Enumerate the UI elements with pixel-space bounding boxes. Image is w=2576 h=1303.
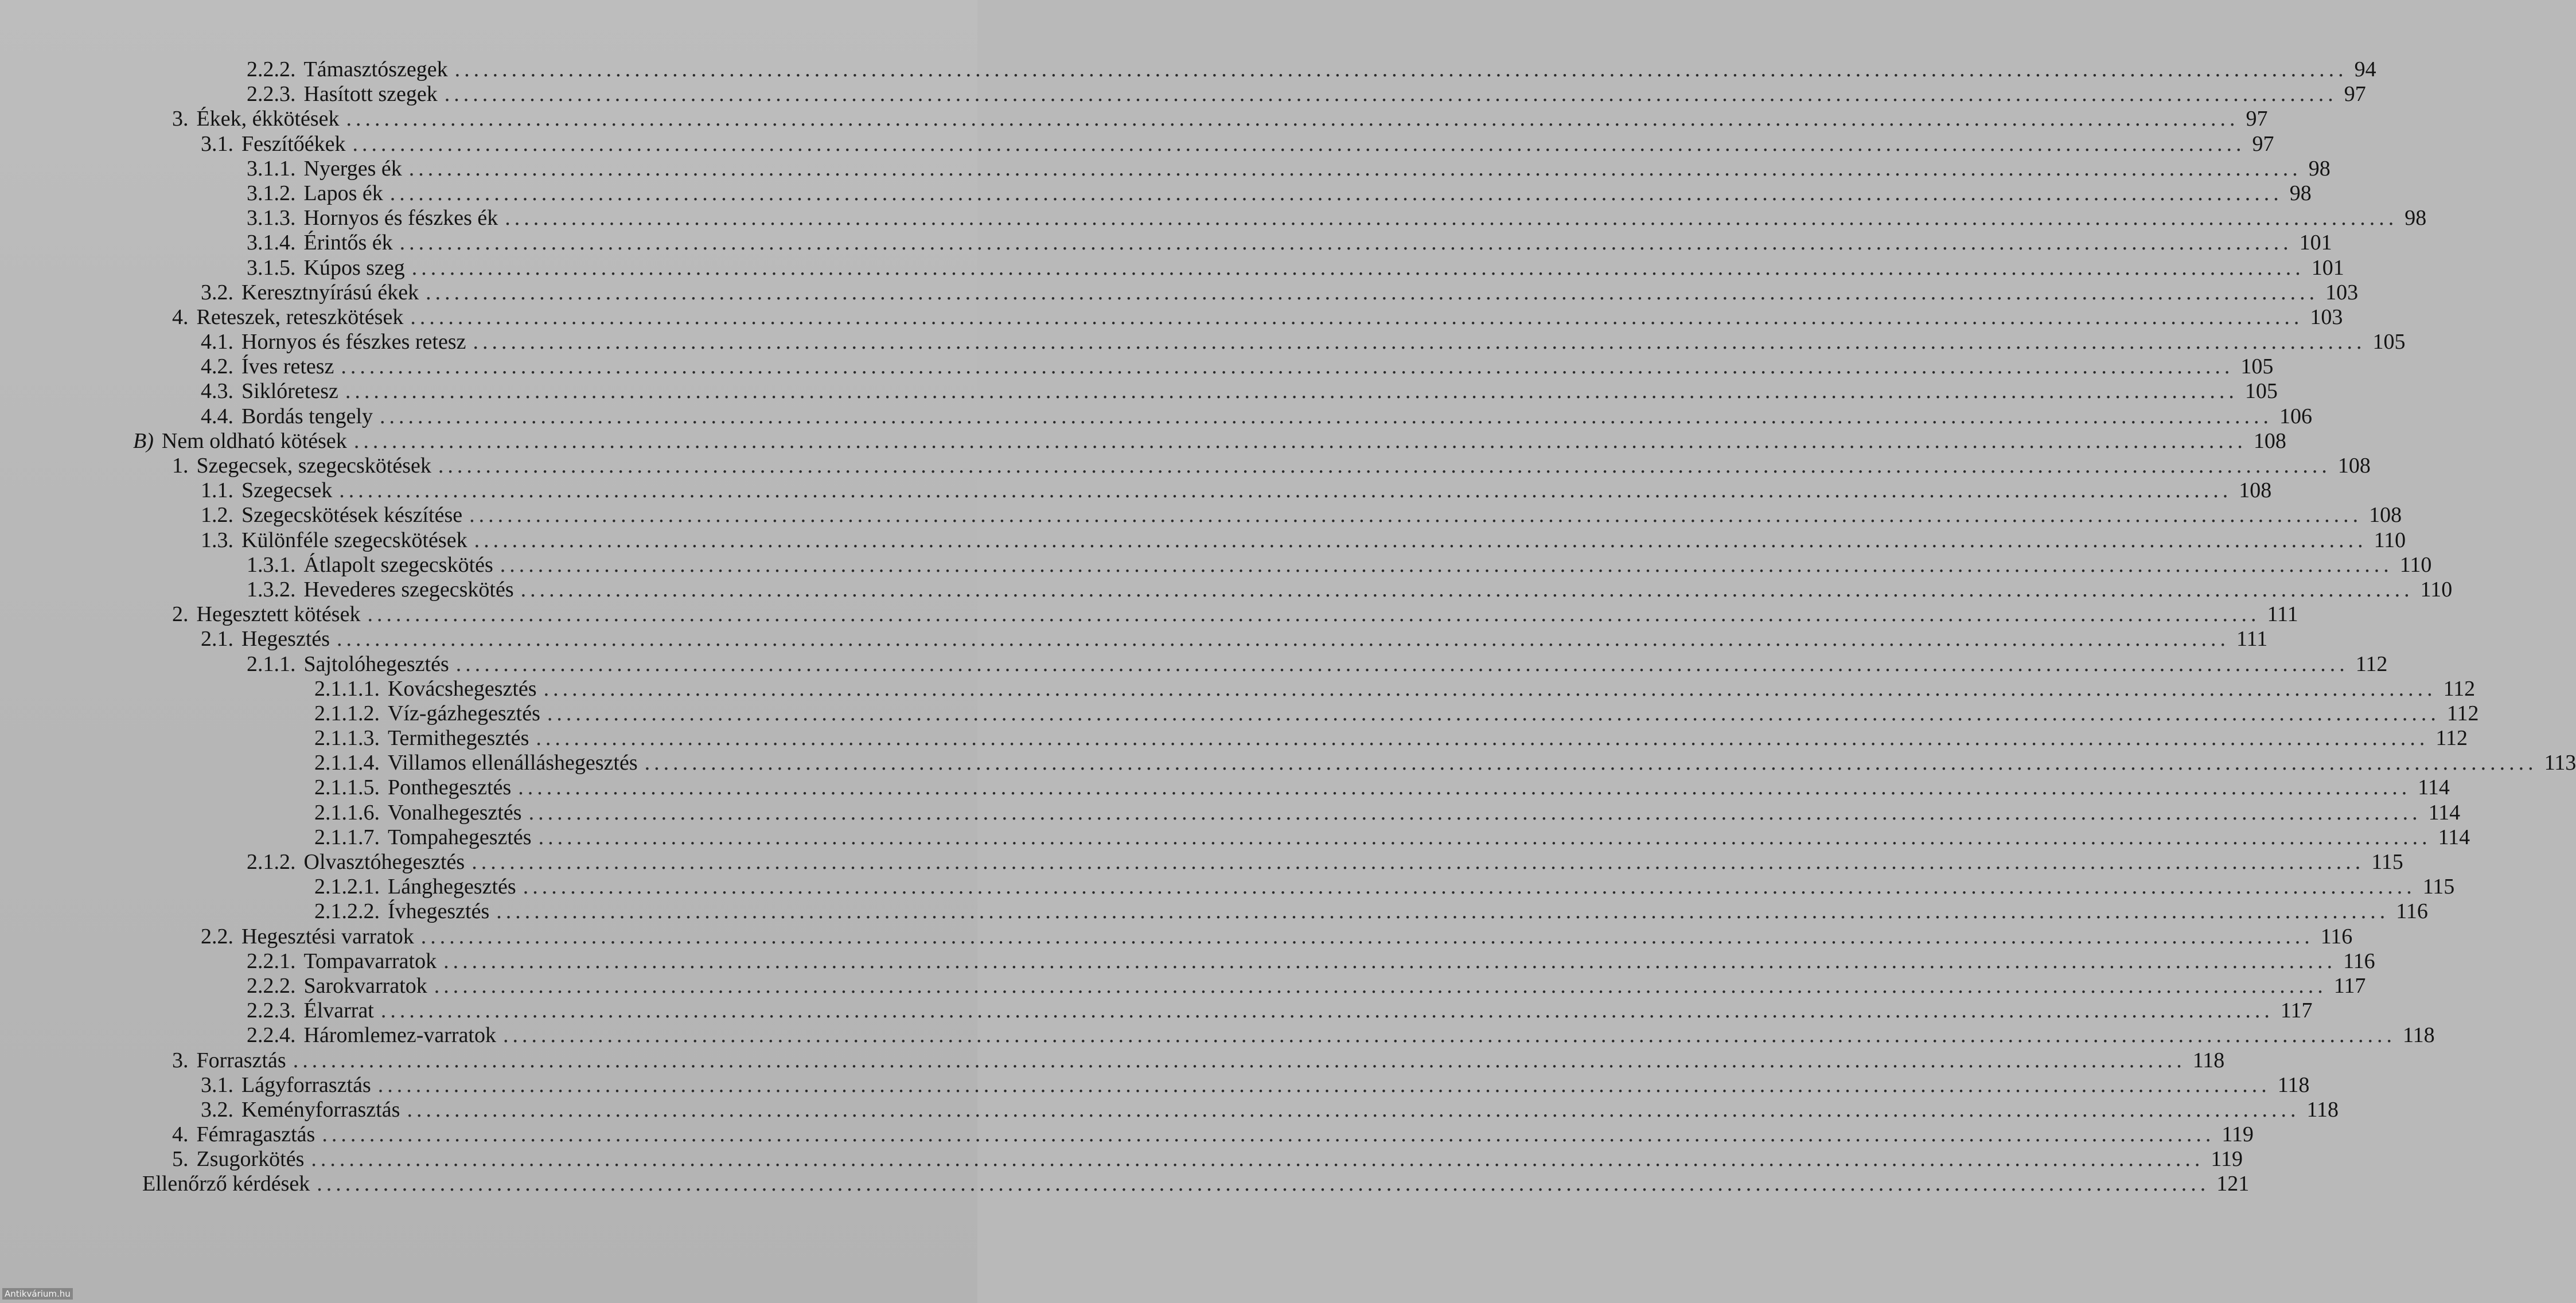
- toc-number: 1.3.2.: [247, 577, 296, 602]
- toc-title: Ponthegesztés: [388, 775, 512, 800]
- toc-title: Olvasztóhegesztés: [303, 850, 465, 874]
- toc-page-number: 106: [2279, 404, 2313, 428]
- dot-leader: ........................................................................................................................................................................................................: [293, 1048, 2186, 1072]
- toc-entry: [172, 1147, 2243, 1172]
- toc-row: [0, 231, 2332, 255]
- toc-title: Különféle szegecskötések: [241, 528, 467, 552]
- toc-title: Támasztószegek: [303, 57, 448, 81]
- toc-entry: [314, 899, 2428, 924]
- toc-title: Hegesztési varratok: [241, 924, 414, 949]
- toc-title: Ívhegesztés: [388, 899, 490, 924]
- toc-page-number: 108: [2369, 503, 2402, 528]
- dot-leader: ........................................................................................................................................................................................................: [426, 280, 2319, 305]
- toc-number: 2.1.1.1.: [314, 676, 380, 701]
- dot-leader: ........................................................................................................................................................................................................: [322, 1122, 2215, 1147]
- dot-leader: ........................................................................................................................................................................................................: [444, 82, 2337, 107]
- toc-row: [0, 998, 2313, 1023]
- toc-page-number: 103: [2325, 280, 2359, 305]
- toc-page-number: 118: [2306, 1097, 2339, 1122]
- toc-page-number: 119: [2222, 1122, 2254, 1147]
- toc-row: [0, 875, 2455, 899]
- toc-row: [0, 255, 2344, 280]
- toc-entry: [247, 973, 2366, 998]
- toc-title: Bordás tengely: [241, 404, 373, 428]
- toc-page-number: 114: [2418, 775, 2450, 800]
- toc-title: Szegecskötések készítése: [241, 503, 463, 528]
- dot-leader: ........................................................................................................................................................................................................: [538, 825, 2431, 849]
- toc-title: Lágyforrasztás: [241, 1072, 371, 1097]
- toc-row: [0, 899, 2428, 924]
- toc-row: [0, 1072, 2310, 1098]
- toc-row: [0, 1122, 2254, 1147]
- toc-title: Ékek, ékkötések: [196, 107, 340, 131]
- toc-title: Élvarrat: [303, 998, 374, 1023]
- toc-page-number: 108: [2253, 428, 2286, 453]
- dot-leader: ........................................................................................................................................................................................................: [455, 652, 2349, 676]
- toc-title: Szegecsek: [241, 478, 333, 503]
- toc-number: 2.1.1.4.: [314, 751, 380, 775]
- toc-entry: [247, 577, 2453, 602]
- toc-number: 2.1.1.5.: [314, 775, 380, 800]
- toc-number: 1.3.1.: [247, 552, 296, 577]
- toc-number: 2.: [172, 602, 189, 627]
- toc-row: [0, 1097, 2339, 1122]
- toc-page-number: 115: [2371, 850, 2403, 874]
- toc-number: 4.1.: [201, 330, 233, 354]
- toc-number: 2.2.2.: [247, 973, 296, 998]
- toc-number: 1.2.: [201, 503, 233, 528]
- toc-number: 4.: [172, 1122, 189, 1147]
- toc-number: 2.1.1.6.: [314, 800, 380, 825]
- toc-title: Hornyos és fészkes ék: [303, 206, 498, 231]
- toc-row: [0, 478, 2272, 503]
- dot-leader: ........................................................................................................................................................................................................: [339, 478, 2232, 503]
- toc-page-number: 105: [2244, 379, 2278, 404]
- toc-entry: [247, 949, 2375, 974]
- toc-page-number: 116: [2396, 899, 2428, 924]
- toc-title: Íves retesz: [241, 354, 334, 379]
- toc-page-number: 114: [2438, 825, 2470, 849]
- toc-row: [0, 107, 2268, 131]
- dot-leader: ........................................................................................................................................................................................................: [353, 428, 2247, 453]
- dot-leader: ........................................................................................................................................................................................................: [407, 1097, 2300, 1122]
- toc-page-number: 118: [2192, 1048, 2225, 1072]
- toc-entry: [201, 131, 2274, 157]
- toc-entry: [133, 428, 2286, 454]
- toc-number: 4.3.: [201, 379, 233, 404]
- toc-entry: [247, 156, 2331, 181]
- toc-row: [0, 751, 2576, 775]
- toc-page-number: 101: [2311, 255, 2344, 280]
- toc-title: Villamos ellenálláshegesztés: [388, 751, 638, 775]
- toc-entry: [142, 1172, 2250, 1196]
- toc-page-number: 111: [2267, 602, 2298, 627]
- toc-number: 2.2.2.: [247, 57, 296, 81]
- toc-row: [0, 379, 2278, 404]
- dot-leader: ........................................................................................................................................................................................................: [377, 1072, 2271, 1097]
- toc-title: Tompavarratok: [303, 949, 437, 973]
- dot-leader: ........................................................................................................................................................................................................: [410, 305, 2304, 329]
- toc-title: Átlapolt szegecskötés: [303, 552, 493, 577]
- toc-row: [0, 701, 2479, 726]
- toc-row: [0, 676, 2476, 701]
- toc-title: Forrasztás: [196, 1048, 286, 1072]
- toc-number: 4.4.: [201, 404, 233, 428]
- toc-entry: [314, 751, 2576, 775]
- dot-leader: ........................................................................................................................................................................................................: [644, 751, 2538, 775]
- toc-entry: [314, 726, 2468, 751]
- dot-leader: ........................................................................................................................................................................................................: [520, 577, 2414, 602]
- toc-page-number: 121: [2216, 1172, 2250, 1196]
- toc-title: Szegecsek, szegecskötések: [196, 454, 431, 478]
- toc-page-number: 110: [2374, 528, 2406, 552]
- toc-page-number: 108: [2239, 478, 2272, 503]
- toc-title: Kúpos szeg: [303, 255, 405, 280]
- toc-entry: [247, 206, 2427, 231]
- toc-row: [0, 206, 2427, 231]
- toc-row: [0, 1172, 2250, 1196]
- toc-entry: [201, 280, 2359, 305]
- toc-entry: [201, 503, 2402, 528]
- toc-entry: [201, 478, 2272, 503]
- toc-row: [0, 57, 2376, 82]
- toc-entry: [201, 379, 2278, 404]
- dot-leader: ........................................................................................................................................................................................................: [434, 973, 2327, 998]
- toc-row: [0, 577, 2453, 602]
- toc-row: [0, 627, 2268, 652]
- toc-number: 2.1.: [201, 627, 233, 652]
- toc-entry: [201, 1097, 2339, 1122]
- toc-row: [0, 552, 2432, 578]
- toc-number: 1.1.: [201, 478, 233, 503]
- dot-leader: ........................................................................................................................................................................................................: [496, 899, 2390, 924]
- toc-title: Vonalhegesztés: [388, 800, 522, 825]
- toc-title: Hornyos és fészkes retesz: [241, 330, 466, 354]
- toc-title: Nyerges ék: [303, 156, 402, 181]
- toc-page-number: 105: [2240, 354, 2274, 379]
- toc-page-number: 97: [2246, 107, 2268, 131]
- toc-title: Zsugorkötés: [196, 1147, 305, 1172]
- toc-row: [0, 305, 2343, 330]
- toc-row: [0, 528, 2406, 553]
- toc-title: Hevederes szegecskötés: [303, 577, 514, 602]
- toc-number: 4.: [172, 305, 189, 329]
- toc-entry: [201, 330, 2406, 354]
- dot-leader: ........................................................................................................................................................................................................: [503, 1023, 2396, 1048]
- toc-title: Keresztnyírású ékek: [241, 280, 419, 305]
- toc-number: B): [133, 428, 154, 453]
- toc-row: [0, 280, 2359, 305]
- toc-row: [0, 82, 2366, 107]
- toc-number: 2.1.1.2.: [314, 701, 380, 725]
- toc-title: Lánghegesztés: [388, 875, 516, 899]
- toc-entry: [201, 627, 2268, 652]
- toc-row: [0, 354, 2274, 379]
- toc-number: 3.1.4.: [247, 231, 296, 255]
- toc-page-number: 112: [2443, 676, 2476, 701]
- toc-row: [0, 181, 2312, 206]
- toc-entry: [247, 255, 2344, 280]
- toc-number: 3.2.: [201, 1097, 233, 1122]
- toc-page-number: 110: [2399, 552, 2432, 577]
- toc-row: [0, 652, 2388, 677]
- toc-entry: [201, 528, 2406, 553]
- toc-row: [0, 330, 2406, 354]
- toc-title: Hasított szegek: [303, 82, 438, 107]
- toc-number: 2.2.3.: [247, 998, 296, 1023]
- toc-page-number: 97: [2252, 131, 2274, 156]
- toc-number: 2.1.1.: [247, 652, 296, 676]
- toc-entry: [247, 998, 2313, 1023]
- toc-page-number: 116: [2343, 949, 2375, 973]
- dot-leader: ........................................................................................................................................................................................................: [411, 255, 2305, 280]
- dot-leader: ........................................................................................................................................................................................................: [536, 726, 2429, 751]
- toc-number: 3.1.: [201, 131, 233, 156]
- toc-title: Víz-gázhegesztés: [388, 701, 540, 725]
- toc-row: [0, 775, 2450, 800]
- toc-title: Reteszek, reteszkötések: [196, 305, 404, 329]
- toc-number: 2.2.4.: [247, 1023, 296, 1048]
- toc-page-number: 115: [2422, 875, 2455, 899]
- dot-leader: ........................................................................................................................................................................................................: [474, 528, 2367, 552]
- toc-page-number: 108: [2337, 454, 2371, 478]
- toc-title: Lapos ék: [303, 181, 383, 205]
- toc-number: 3.1.2.: [247, 181, 296, 205]
- toc-page-number: 111: [2236, 627, 2268, 652]
- toc-page-number: 97: [2344, 82, 2366, 107]
- toc-title: Feszítőékek: [241, 131, 346, 156]
- toc-row: [0, 973, 2366, 998]
- toc-number: 3.1.1.: [247, 156, 296, 181]
- toc-number: 2.1.2.: [247, 850, 296, 874]
- toc-entry: [172, 454, 2371, 478]
- toc-title: Nem oldható kötések: [161, 428, 347, 453]
- toc-entry: [247, 231, 2332, 255]
- toc-entry: [247, 57, 2376, 82]
- toc-entry: [314, 701, 2479, 726]
- toc-entry: [172, 602, 2298, 627]
- dot-leader: ........................................................................................................................................................................................................: [523, 875, 2416, 899]
- toc-page-number: 114: [2428, 800, 2461, 825]
- toc-number: 1.: [172, 454, 189, 478]
- toc-title: Hegesztett kötések: [196, 602, 361, 627]
- toc-row: [0, 1048, 2225, 1073]
- toc-page-number: 112: [2355, 652, 2388, 676]
- dot-leader: ........................................................................................................................................................................................................: [341, 354, 2234, 379]
- dot-leader: ........................................................................................................................................................................................................: [311, 1147, 2204, 1172]
- toc-page-number: 112: [2446, 701, 2479, 725]
- toc-title: Sarokvarratok: [303, 973, 427, 998]
- toc-row: [0, 726, 2468, 751]
- toc-title: Érintős ék: [303, 231, 393, 255]
- toc-number: 3.: [172, 107, 189, 131]
- toc-number: 2.1.1.3.: [314, 726, 380, 751]
- toc-page-number: 118: [2277, 1072, 2310, 1097]
- dot-leader: ........................................................................................................................................................................................................: [547, 701, 2440, 725]
- dot-leader: ........................................................................................................................................................................................................: [346, 107, 2239, 131]
- toc-entry: [247, 652, 2388, 677]
- toc-entry: [172, 1122, 2254, 1147]
- toc-title: Fémragasztás: [196, 1122, 315, 1147]
- dot-leader: ........................................................................................................................................................................................................: [420, 924, 2314, 949]
- toc-page-number: 101: [2299, 231, 2332, 255]
- toc-entry: [247, 850, 2403, 875]
- toc-number: 3.1.3.: [247, 206, 296, 231]
- toc-entry: [314, 676, 2476, 701]
- toc-title: Háromlemez-varratok: [303, 1023, 496, 1048]
- dot-leader: ........................................................................................................................................................................................................: [505, 206, 2398, 231]
- toc-row: [0, 404, 2313, 429]
- toc-row: [0, 1023, 2435, 1048]
- dot-leader: ........................................................................................................................................................................................................: [469, 503, 2363, 528]
- dot-leader: ........................................................................................................................................................................................................: [337, 627, 2230, 652]
- dot-leader: ........................................................................................................................................................................................................: [389, 181, 2283, 205]
- toc-number: 2.2.1.: [247, 949, 296, 973]
- dot-leader: ........................................................................................................................................................................................................: [380, 404, 2273, 428]
- dot-leader: ........................................................................................................................................................................................................: [345, 379, 2238, 404]
- dot-leader: ........................................................................................................................................................................................................: [352, 131, 2246, 156]
- table-of-contents: [0, 57, 2576, 1197]
- toc-title: Ellenőrző kérdések: [142, 1172, 310, 1196]
- toc-page-number: 98: [2308, 156, 2331, 181]
- toc-number: 3.1.: [201, 1072, 233, 1097]
- toc-row: [0, 156, 2331, 181]
- toc-entry: [247, 552, 2432, 578]
- dot-leader: ........................................................................................................................................................................................................: [528, 800, 2422, 825]
- dot-leader: ........................................................................................................................................................................................................: [473, 330, 2366, 354]
- dot-leader: ........................................................................................................................................................................................................: [471, 850, 2365, 874]
- toc-entry: [201, 924, 2353, 949]
- dot-leader: ........................................................................................................................................................................................................: [443, 949, 2337, 973]
- toc-entry: [247, 1023, 2435, 1048]
- toc-entry: [172, 305, 2343, 330]
- toc-page-number: 98: [2289, 181, 2312, 205]
- toc-page-number: 103: [2310, 305, 2343, 329]
- toc-entry: [201, 1072, 2310, 1098]
- toc-entry: [201, 404, 2313, 429]
- toc-page-number: 119: [2211, 1147, 2243, 1172]
- toc-entry: [201, 354, 2274, 379]
- dot-leader: ........................................................................................................................................................................................................: [380, 998, 2274, 1023]
- toc-page-number: 118: [2403, 1023, 2435, 1048]
- dot-leader: ........................................................................................................................................................................................................: [543, 676, 2437, 701]
- toc-entry: [314, 800, 2461, 825]
- toc-title: Kovácshegesztés: [388, 676, 537, 701]
- toc-entry: [314, 825, 2470, 850]
- toc-row: [0, 800, 2461, 825]
- toc-title: Hegesztés: [241, 627, 330, 652]
- toc-entry: [172, 107, 2268, 131]
- toc-row: [0, 428, 2286, 454]
- toc-page-number: 94: [2354, 57, 2376, 81]
- dot-leader: ........................................................................................................................................................................................................: [408, 156, 2302, 181]
- toc-number: 2.1.2.1.: [314, 875, 380, 899]
- toc-page-number: 113: [2544, 751, 2576, 775]
- toc-number: 3.2.: [201, 280, 233, 305]
- toc-number: 3.: [172, 1048, 189, 1072]
- toc-title: Tompahegesztés: [388, 825, 532, 849]
- toc-title: Sajtolóhegesztés: [303, 652, 449, 676]
- toc-title: Keményforrasztás: [241, 1097, 400, 1122]
- toc-row: [0, 949, 2375, 974]
- toc-entry: [247, 181, 2312, 206]
- dot-leader: ........................................................................................................................................................................................................: [518, 775, 2411, 800]
- toc-row: [0, 503, 2402, 528]
- toc-number: 4.2.: [201, 354, 233, 379]
- toc-number: 1.3.: [201, 528, 233, 552]
- toc-page-number: 117: [2333, 973, 2366, 998]
- toc-title: Siklóretesz: [241, 379, 338, 404]
- dot-leader: ........................................................................................................................................................................................................: [399, 231, 2293, 255]
- dot-leader: ........................................................................................................................................................................................................: [454, 57, 2348, 81]
- toc-entry: [172, 1048, 2225, 1073]
- toc-entry: [247, 82, 2366, 107]
- toc-page-number: 112: [2435, 726, 2468, 751]
- toc-number: 3.1.5.: [247, 255, 296, 280]
- toc-page-number: 105: [2372, 330, 2406, 354]
- toc-number: 2.2.3.: [247, 82, 296, 107]
- dot-leader: ........................................................................................................................................................................................................: [367, 602, 2261, 627]
- toc-entry: [314, 775, 2450, 800]
- toc-number: 2.1.2.2.: [314, 899, 380, 924]
- dot-leader: ........................................................................................................................................................................................................: [438, 454, 2331, 478]
- toc-row: [0, 850, 2403, 875]
- toc-entry: [314, 875, 2455, 899]
- toc-page-number: 117: [2280, 998, 2313, 1023]
- dot-leader: ........................................................................................................................................................................................................: [500, 552, 2393, 577]
- toc-row: [0, 454, 2371, 478]
- toc-number: 2.1.1.7.: [314, 825, 380, 849]
- dot-leader: ........................................................................................................................................................................................................: [317, 1172, 2210, 1196]
- toc-page-number: 110: [2420, 577, 2453, 602]
- toc-page-number: 116: [2320, 924, 2353, 949]
- toc-number: 5.: [172, 1147, 189, 1172]
- toc-number: 2.2.: [201, 924, 233, 949]
- toc-title: Termithegesztés: [388, 726, 529, 751]
- toc-row: [0, 602, 2298, 627]
- toc-row: [0, 924, 2353, 949]
- toc-row: [0, 131, 2274, 157]
- watermark: Antikvárium.hu: [2, 1288, 73, 1300]
- toc-row: [0, 1147, 2243, 1172]
- toc-page-number: 98: [2404, 206, 2427, 231]
- toc-row: [0, 825, 2470, 850]
